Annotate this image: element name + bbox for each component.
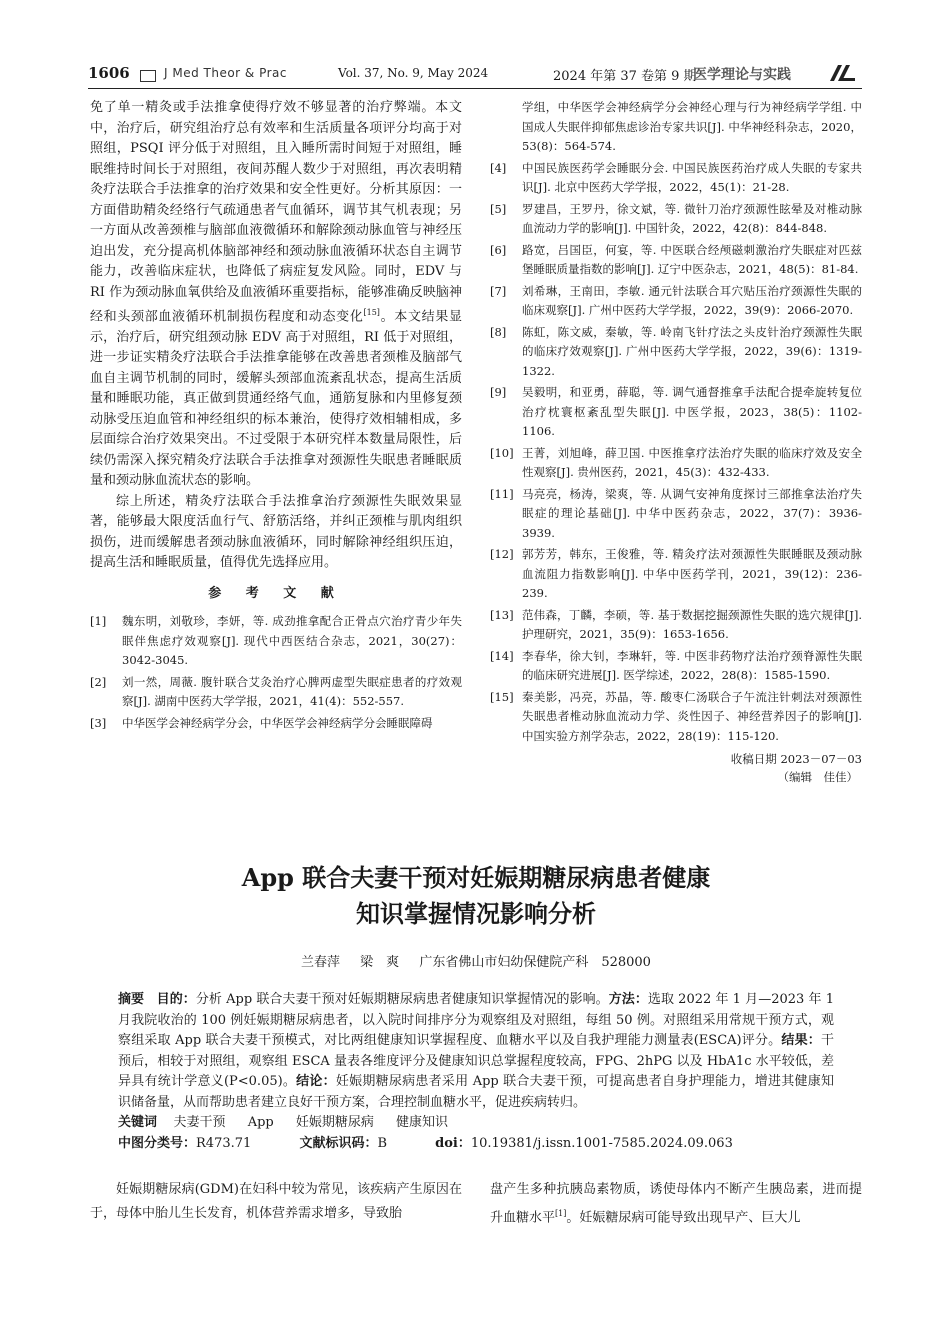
abstract-label: 摘要 [118, 992, 145, 1007]
conclusion-label: 结论： [296, 1074, 336, 1089]
author-line [90, 951, 862, 970]
received-date: 收稿日期 2023－07－03 [730, 752, 862, 766]
reference-item: [1] 魏东明，刘敬珍，李妍，等. 成劲推拿配合正骨点穴治疗青少年失眠伴焦虑疗效观察[J]. 现代中西医结合杂志，2021，30(27)：3042-3045. [90, 614, 462, 668]
author-name: 兰春萍 [301, 955, 341, 970]
doi-label: doi： [435, 1135, 471, 1151]
reference-item: [15] 秦美影，冯亮，苏晶，等. 酸枣仁汤联合子午流注针刺法对颈源性失眠患者椎动脉血流动力学、炎性因子、神经营养因子的影响[J]. 中国实验方剂学杂志，2022，28(19)：115-120. [490, 689, 862, 743]
article-title [90, 860, 862, 932]
affiliation: 广东省佛山市妇幼保健院产科 528000 [419, 955, 651, 970]
objective-label: 目的： [156, 992, 196, 1007]
volume-cn: 2024 年第 37 卷第 9 期 [553, 69, 697, 84]
running-header [88, 62, 862, 89]
doi-value: 10.19381/j.issn.1001-7585.2024.09.063 [470, 1135, 733, 1151]
left-column [90, 98, 462, 735]
reference-item: [7] 刘希琳，王南田，李敏. 通元针法联合耳穴贴压治疗颈源性失眠的临床观察[J]. 广州中医药大学学报，2022，39(9)：2066-2070. [490, 283, 862, 317]
header-box-icon [140, 70, 156, 82]
journal-name-cn: 医学理论与实践 [693, 67, 791, 83]
reference-item: [14] 李春华，徐大钊，李琳轩，等. 中医非药物疗法治疗颈脊源性失眠的临床研究进展[J]. 医学综述，2022，28(8)：1585-1590. [490, 648, 862, 682]
reference-item: [10] 王菁，刘旭峰，薛卫国. 中医推拿疗法治疗失眠的临床疗效及安全性观察[J]. 贵州医药，2021，45(3)：432-433. [490, 445, 862, 479]
body-paragraph: 免了单一精灸或手法推拿使得疗效不够显著的治疗弊端。本文中，治疗后，研究组治疗总有效率和生活质量各项评分均高于对照组，PSQI 评分低于对照组，且入睡所需时间短于对照组，睡眠维持时间长于对照组，夜间苏醒人数少于对照组，再次表明精灸疗法联合手法推拿的治疗效果和安全性更好。分析其原因：一方面借助精灸经络行气疏通患者气血循环，调节其气机表现；另一方面从改善颈椎与脑部血液微循环和解除颈动脉血管与神经压迫出发，充分提高机体脑部神经和颈动脉血液循环状态自主调节能力，改善临床症状，也降低了病症复发风险。同时，EDV 与 RI 作为颈动脉血氧供给及血液循环重要指标，能够准确反映脑神经和头颈部血液循环机制损伤程度和动态变化[15]。本文结果显示，治疗后，研究组颈动脉 EDV 高于对照组，RI 低于对照组，进一步证实精灸疗法联合手法推拿能够在改善患者颈椎及脑部气血自主调节机制的同时，缓解头颈部血流紊乱状态，提高生活质量和睡眠功能，真正做到贯通经络气血，通筋复脉和内里修复颈动脉受压迫血管和神经组织的标本兼治，使得疗效相辅相成，多层面综合治疗效果突出。不过受限于本研究样本数量局限性，后续仍需深入探究精灸疗法联合手法推拿对颈源性失眠患者睡眠质量和颈动脉血流状态的影响。 [90, 100, 462, 489]
reference-item: [13] 范伟森，丁麟，李硕，等. 基于数据挖掘颈源性失眠的选穴规律[J]. 护理研究，2021，35(9)：1653-1656. [490, 607, 862, 641]
conclusion-text: 妊娠期糖尿病患者采用 App 联合夫妻干预，可提高患者自身护理能力，增进其健康知识储备量，从而帮助患者建立良好干预方案，合理控制血糖水平，促进疾病转归。 [118, 1074, 834, 1110]
reference-item: [6] 路宽，吕国臣，何宴，等. 中医联合经颅磁刺激治疗失眠症对匹兹堡睡眠质量指数的影响[J]. 辽宁中医杂志，2021，48(5)：81-84. [490, 242, 862, 276]
keyword: App [247, 1115, 274, 1130]
reference-item-continued: 学组，中华医学会神经病学分会神经心理与行为神经病学学组. 中国成人失眠伴抑郁焦虑诊治专家共识[J]. 中华神经科杂志，2020，53(8)：564-574. [522, 100, 862, 153]
objective-text: 分析 App 联合夫妻干预对妊娠期糖尿病患者健康知识掌握情况的影响。 [195, 992, 609, 1007]
doc-code-label: 文献标识码： [299, 1135, 378, 1151]
author-name: 梁 爽 [360, 955, 400, 970]
classification-line [118, 1134, 834, 1155]
reference-item: [11] 马亮亮，杨涛，梁爽，等. 从调气安神角度探讨三部推拿法治疗失眠症的理论基础[J]. 中华中医药杂志，2022，37(7)：3936-3939. [490, 486, 862, 540]
reference-item: [2] 刘一然，周薇. 腹针联合艾灸治疗心脾两虚型失眠症患者的疗效观察[J]. 湖南中医药大学学报，2021，41(4)：552-557. [90, 674, 462, 709]
clc-label: 中图分类号： [118, 1135, 197, 1151]
intro-right [490, 1178, 862, 1230]
abstract-body [118, 990, 834, 1113]
results-text: 干预后，相较于对照组，观察组 ESCA 量表各维度评分及健康知识总掌握程度较高，FPG、2hPG 以及 HbA1c 水平较低，差异具有统计学意义(P<0.05)。 [118, 1033, 834, 1089]
reference-item: [4] 中国民族医药学会睡眠分会. 中国民族医药治疗成人失眠的专家共识[J]. 北京中医药大学学报，2022，45(1)：21-28. [490, 160, 862, 194]
methods-text: 选取 2022 年 1 月—2023 年 1 月我院收治的 100 例妊娠期糖尿病患者，以入院时间排序分为观察组及对照组，每组 50 例。对照组采用常规干预方式，观察组采取 App 联合夫妻干预模式，对比两组健康知识掌握程度、血糖水平以及自我护理能力测量表(ESCA)评分。 [118, 992, 834, 1048]
editor-credit: （编辑 佳佳） [777, 770, 858, 784]
reference-item: [8] 陈虹，陈文威，秦敏，等. 岭南飞针疗法之头皮针治疗颈源性失眠的临床疗效观察[J]. 广州中医药大学学报，2022，39(6)：1319-1322. [490, 324, 862, 378]
body-paragraph: 妊娠期糖尿病(GDM)在妇科中较为常见，该疾病产生原因在于，母体中胎儿生长发育，机体营养需求增多，导致胎 [90, 1182, 462, 1221]
reference-item: [3] 中华医学会神经病学分会，中华医学会神经病学分会睡眠障碍 [90, 715, 433, 730]
keyword: 妊娠期糖尿病 [295, 1115, 374, 1130]
abstract [118, 990, 834, 1154]
doc-code-value: B [377, 1135, 388, 1151]
title-line-1: App 联合夫妻干预对妊娠期糖尿病患者健康 [241, 863, 711, 892]
reference-item: [12] 郭芳芳，韩东，王俊雅，等. 精灸疗法对颈源性失眠睡眠及颈动脉血流阻力指数影响[J]. 中华中医药学刊，2021，39(12)：236-239. [490, 547, 862, 600]
reference-item: [5] 罗建昌，王罗丹，徐文斌，等. 微针刀治疗颈源性眩晕及对椎动脉血流动力学的影响[J]. 中国针灸，2022，42(8)：844-848. [490, 201, 862, 235]
citation: [1] [555, 1209, 567, 1218]
keywords-label: 关键词 [118, 1115, 158, 1130]
keyword: 健康知识 [396, 1115, 449, 1130]
page-number: 1606 [88, 64, 130, 82]
body-paragraph: 盘产生多种抗胰岛素物质，诱使母体内不断产生胰岛素，进而提升血糖水平[1]。妊娠糖尿病可能导致出现早产、巨大儿 [490, 1182, 862, 1226]
citation: [15] [363, 308, 380, 317]
journal-name-en: J Med Theor & Prac [164, 66, 288, 80]
intro-left [90, 1178, 462, 1226]
keywords [118, 1113, 834, 1134]
body-paragraph: 综上所述，精灸疗法联合手法推拿治疗颈源性失眠效果显著，能够最大限度活血行气、舒筋活络，并纠正颈椎与肌肉组织损伤，进而缓解患者颈动脉血液循环，同时解除神经组织压迫，提高生活和睡眠质量，值得优先选择应用。 [90, 493, 462, 571]
reference-item: [9] 吴毅明，和亚勇，薛聪，等. 调气通督推拿手法配合提牵旋转复位治疗枕寰枢紊乱型失眠[J]. 中医学报，2023，38(5)：1102-1106. [490, 385, 862, 438]
keyword: 夫妻干预 [173, 1115, 226, 1130]
right-column [490, 98, 862, 786]
methods-label: 方法： [608, 992, 648, 1007]
journal-logo-icon [828, 64, 856, 82]
volume-en: Vol. 37, No. 9, May 2024 [338, 66, 489, 80]
results-label: 结果： [781, 1033, 821, 1048]
title-line-2: 知识掌握情况影响分析 [356, 899, 596, 928]
clc-value: R473.71 [196, 1135, 252, 1151]
references-title: 参 考 文 献 [208, 585, 344, 601]
